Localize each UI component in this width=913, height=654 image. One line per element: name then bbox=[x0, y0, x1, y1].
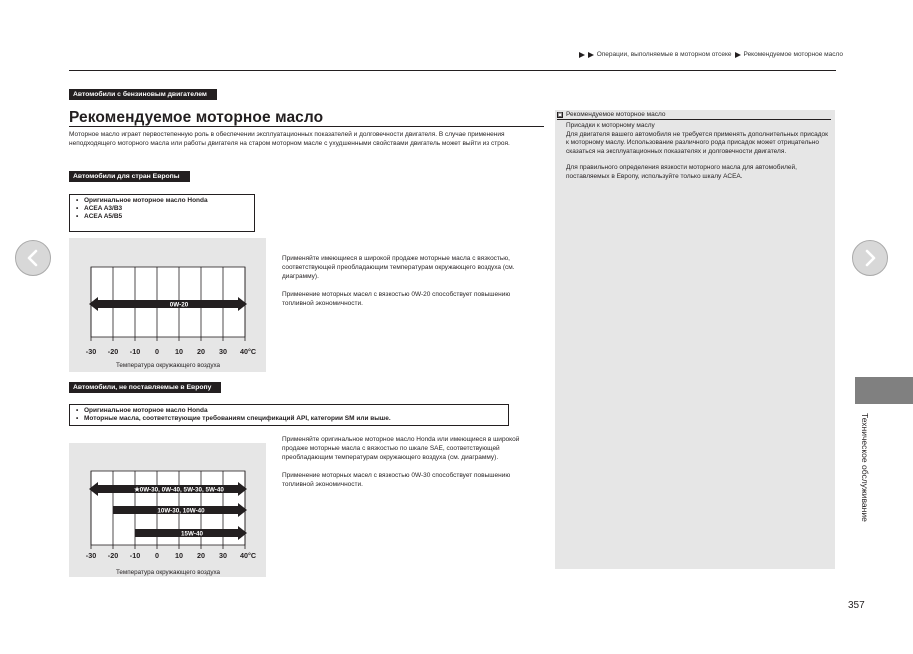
non-europe-viscosity-chart bbox=[69, 443, 266, 577]
breadcrumb-current: Рекомендуемое моторное масло bbox=[743, 51, 843, 58]
list-item: • Моторные масла, соответствующие требованиям спецификаций API, категории SM или выше. bbox=[76, 415, 502, 423]
chart-caption: Температура окружающего воздуха bbox=[115, 569, 221, 576]
chart-tick-label: 0 bbox=[155, 551, 159, 560]
breadcrumb-section[interactable]: Операции, выполняемые в моторном отсеке bbox=[596, 51, 732, 58]
section-gasoline-bar: Автомобили с бензиновым двигателем bbox=[69, 89, 217, 100]
list-item: • Оригинальное моторное масло Honda bbox=[76, 197, 248, 205]
section-tab-label: Техническое обслуживание bbox=[860, 413, 870, 522]
chart-tick-label: 10 bbox=[175, 551, 183, 560]
chevron-left-icon bbox=[24, 249, 42, 267]
intro-text: Моторное масло играет первостепенную роль в обеспечении эксплуатационных показателей и долговечности двигателя. В случае применения неподходящего моторного масла или работы двигателя на старом моторном масле с ухудшенными свойствами двигатель может выйти из строя. bbox=[69, 131, 510, 148]
chart-series-label: 0W-20 bbox=[169, 301, 189, 309]
double-arrow-icon bbox=[579, 52, 585, 58]
europe-heading: Автомобили для стран Европы bbox=[69, 171, 190, 182]
note-paragraph: Применение моторных масел с вязкостью 0W-30 способствует повышению топливной экономичности. bbox=[282, 471, 511, 488]
chart-tick-label: 40°C bbox=[239, 347, 257, 356]
chevron-right-icon bbox=[861, 249, 879, 267]
chart-tick-label: -30 bbox=[85, 551, 97, 560]
memo-icon: ▣ bbox=[557, 111, 563, 118]
chart-tick-label: 20 bbox=[197, 347, 205, 356]
chart-series-label: ★0W-30, 0W-40, 5W-30, 5W-40 bbox=[134, 486, 224, 494]
section-tab[interactable] bbox=[855, 377, 913, 404]
chart-caption: Температура окружающего воздуха bbox=[115, 362, 221, 369]
sidebar-subheading: Присадки к моторному маслу bbox=[566, 122, 655, 129]
chart-tick-label: -20 bbox=[107, 347, 119, 356]
list-item: • ACEA A3/B3 bbox=[76, 205, 248, 213]
europe-notes bbox=[282, 254, 540, 316]
chart-tick-label: 10 bbox=[175, 347, 183, 356]
europe-oil-list bbox=[69, 194, 255, 232]
chart-tick-label: -10 bbox=[129, 347, 141, 356]
sidebar-body bbox=[566, 122, 828, 190]
arrow-icon bbox=[735, 52, 741, 58]
chart-tick-label: -20 bbox=[107, 551, 119, 560]
chart-tick-label: 30 bbox=[219, 347, 227, 356]
page-number: 357 bbox=[848, 600, 865, 611]
chart-tick-label: 20 bbox=[197, 551, 205, 560]
page-title: Рекомендуемое моторное масло bbox=[69, 109, 324, 126]
note-paragraph: Применяйте имеющиеся в широкой продаже моторные масла с вязкостью, соответствующей преобладающим температурам окружающего воздуха (см. диаграмму). bbox=[282, 255, 515, 281]
chart-tick-label: 30 bbox=[219, 551, 227, 560]
chart-series-label: 10W-30, 10W-40 bbox=[157, 507, 205, 515]
chart-series-label: 15W-40 bbox=[181, 530, 203, 538]
chart-tick-label: 0 bbox=[155, 347, 159, 356]
non-europe-oil-list bbox=[69, 404, 509, 426]
header-rule bbox=[69, 70, 836, 71]
sidebar-paragraph: Для двигателя вашего автомобиля не требуется применять дополнительных присадок к моторному маслу. Использование различного рода присадок может отрицательно сказаться на эксплуатационных показателях и долговечности двигателя. bbox=[566, 130, 828, 155]
prev-page-button[interactable] bbox=[15, 240, 51, 276]
sidebar-paragraph: Для правильного определения вязкости моторного масла для автомобилей, поставляемых в Европу, используйте только шкалу ACEA. bbox=[566, 164, 797, 180]
chart-tick-label: -10 bbox=[129, 551, 141, 560]
non-europe-heading: Автомобили, не поставляемые в Европу bbox=[69, 382, 221, 393]
note-paragraph: Применяйте оригинальное моторное масло Honda или имеющиеся в широкой продаже моторные масла с вязкостью по шкале SAE, соответствующей преобладающим температурам окружающего воздуха (см. диаграмму). bbox=[282, 436, 520, 462]
chart-tick-label: -30 bbox=[85, 347, 97, 356]
non-europe-notes bbox=[282, 435, 540, 497]
note-paragraph: Применение моторных масел с вязкостью 0W-20 способствует повышению топливной экономичности. bbox=[282, 290, 511, 307]
breadcrumb bbox=[579, 51, 843, 58]
chart-tick-label: 40°C bbox=[239, 551, 257, 560]
sidebar-rule bbox=[557, 119, 831, 120]
europe-viscosity-chart bbox=[69, 238, 266, 372]
sidebar-heading-text: Рекомендуемое моторное масло bbox=[566, 111, 666, 118]
title-rule bbox=[69, 126, 544, 127]
sidebar-heading bbox=[557, 111, 665, 118]
next-page-button[interactable] bbox=[852, 240, 888, 276]
list-item: • Оригинальное моторное масло Honda bbox=[76, 407, 502, 415]
double-arrow-icon-2 bbox=[588, 52, 594, 58]
list-item: • ACEA A5/B5 bbox=[76, 213, 248, 221]
